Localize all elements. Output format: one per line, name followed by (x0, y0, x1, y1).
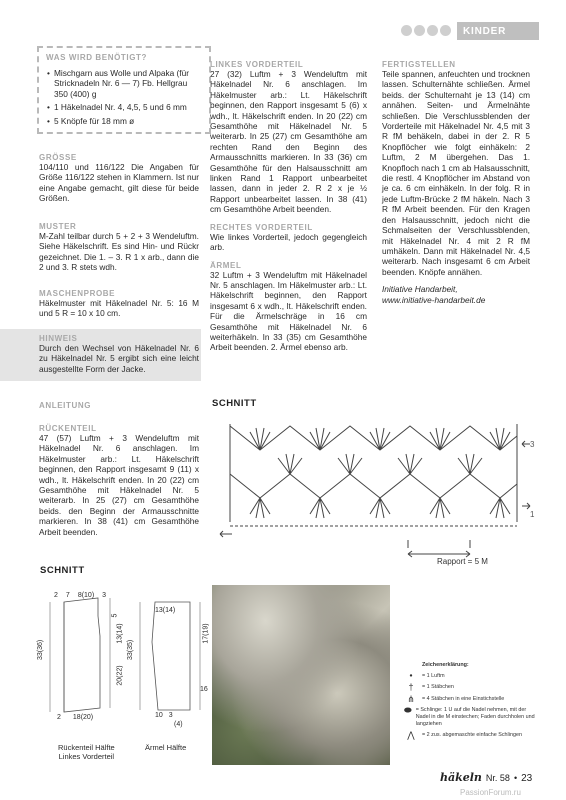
chart-fan-row (250, 498, 510, 518)
sleeve-left-dim: 33(35) (127, 639, 134, 660)
rechts-heading: RECHTES VORDERTEIL (210, 222, 313, 232)
aermel-heading: ÄRMEL (210, 260, 242, 270)
groesse-section (39, 153, 199, 204)
chart-row-number: 3 (530, 440, 535, 449)
arrow-icon (522, 441, 530, 447)
section-dots (401, 25, 451, 36)
links-heading: LINKES VORDERTEIL (210, 60, 304, 69)
back-piece-labels (58, 743, 115, 761)
hinweis-heading: HINWEIS (39, 334, 78, 343)
rapport-bracket (408, 540, 470, 548)
fertig-heading: FERTIGSTELLEN (382, 60, 456, 69)
materials-box (37, 46, 211, 134)
dot-4 (440, 25, 451, 36)
back-label: Linkes Vorderteil (58, 752, 115, 761)
cluster-loop-icon: ⋀ (407, 730, 415, 741)
chart-zigzag-row (230, 474, 517, 498)
section-label: KINDER (457, 22, 539, 40)
back-right-dim: 13(14) (116, 623, 124, 644)
ruecken-heading: RÜCKENTEIL (39, 424, 97, 433)
rechts-text: Wie linkes Vorderteil, jedoch gegengleich arb. (210, 231, 367, 253)
chart-fan-row (250, 428, 510, 450)
maschenprobe-section (39, 289, 199, 319)
anleitung-heading: ANLEITUNG (39, 401, 92, 410)
footer (440, 771, 532, 784)
legend (404, 662, 538, 739)
page-number: 23 (521, 773, 533, 784)
hinweis-text: Durch den Wechsel von Häkelnadel Nr. 6 zu Häkelnadel Nr. 5 ergibt sich eine leicht ausgestellte Form der Jacke. (39, 343, 199, 374)
schnitt-heading: SCHNITT (40, 565, 85, 576)
sleeve-right-dim: 16 (200, 686, 208, 693)
muster-text: M-Zahl teilbar durch 5 + 2 + 3 Wendeluftm. Siehe Häkelschrift. Es sind Hin- und Rückr gezeichnet. Die 1. – 3. R 1 x arb., dann die 2 und 3. R stets wdh. (39, 231, 199, 273)
materials-heading: WAS WIRD BENÖTIGT? (46, 53, 148, 62)
chart-fan-row (278, 454, 482, 474)
watermark: PassionForum.ru (460, 788, 521, 797)
column-2 (210, 60, 367, 353)
hinweis-box (0, 329, 201, 381)
groesse-heading: GRÖSSE (39, 153, 77, 162)
column-3 (382, 60, 530, 305)
loop-stitch-icon: ⬬ (404, 705, 412, 716)
legend-item: ⋔ = 4 Stäbchen in eine Einstichstelle (404, 696, 538, 703)
back-left-dim: 33(36) (37, 639, 44, 660)
materials-item: • Mischgarn aus Wolle und Alpaka (für Stricknadeln Nr. 6 — 7) Fb. Hellgrau 350 (400) g (54, 68, 202, 99)
back-bottom-dimensions (57, 714, 93, 721)
credit-url: www.initiative-handarbeit.de (382, 294, 486, 305)
sleeve-right-dim: 17(19) (202, 623, 210, 644)
issue-number: Nr. 58 (485, 773, 510, 783)
back-top-dim: 2 (54, 592, 58, 599)
back-bottom-dim: 2 (57, 714, 61, 721)
aermel-text: 32 Luftm + 3 Wendeluftm mit Häkelnadel Nr. 5 anschlagen. Im Häkelmuster arb.: Lt. Häkelschrift beginnen, den Rapport insgesamt 6 x wdh., lt. Häkelschrift enden. Für die Ärmelschräge in 16 cm Gesamthöhe mit Häkelnadel Nr. 6 weiterhäkeln. In 33 (35) cm Gesamthöhe Arbeit beenden. 2. Ärmel ebenso arb. (210, 269, 367, 353)
muster-section (39, 222, 199, 273)
chart-heading: SCHNITT (212, 398, 257, 409)
dot-3 (427, 25, 438, 36)
arrow-icon (220, 531, 232, 537)
legend-item: ⬬ = Schlinge: 1 U auf die Nadel nehmen, mit der Nadel in die M einstechen; Faden durchholen und langziehen (404, 705, 535, 727)
legend-item: † = 1 Stäbchen (404, 684, 538, 691)
crochet-chart (212, 414, 542, 574)
schnitt-diagram (40, 588, 210, 748)
footer-bullet: • (513, 773, 518, 783)
muster-heading: MUSTER (39, 222, 77, 231)
texture-photo (212, 585, 390, 765)
back-right-dim: 5 (111, 613, 119, 618)
chart-row-number: 1 (530, 510, 535, 519)
materials-list (46, 68, 202, 126)
fertig-text: Teile spannen, anfeuchten und trocknen lassen. Schulternähte schließen. Ärmel beids. der Schulternaht je 13 (14) cm annähen. Seiten- und Ärmelnähte schließen. Die Verschlussblenden der Vorderteile mit Häkelnadel Nr. 4,5 mit 3 R fM behäkeln, dabei in der 2. R 5 Knopflöcher wie folgt einhäkeln: 2 Luftm, 2 M übergehen. Das 1. Knopfloch nach 1 cm ab Halsausschnitt, die restl. 4 Knopflöcher im Abstand von je ca. 6 cm einhäkeln. In der folg. R in jede Luftm-Brücke 2 fM häkeln. Nach 3 R fM Arbeit beenden. Für den Kragen den Halsausschnitt, jedoch nicht die Schmalseiten der Verschlussblenden, mit Häkelnadel Nr. 4 mit 2 R fM umhäkeln. Dann mit Häkelnadel Nr. 4,5 weiterarb. Nach insgesamt 6 cm Arbeit beenden. Knöpfe annähen. (382, 69, 530, 277)
back-top-dimensions (54, 592, 106, 599)
dimension-lines (50, 598, 200, 712)
magazine-name: häkeln (440, 771, 482, 784)
sleeve-piece-outline (152, 602, 190, 710)
legend-title: Zeichenerklärung: (422, 662, 469, 668)
sleeve-top-dim: 13(14) (155, 607, 176, 614)
back-label: Rückenteil Hälfte (58, 743, 115, 752)
dot-2 (414, 25, 425, 36)
sleeve-bottom-dim: 3 (168, 712, 173, 719)
back-piece-outline (64, 598, 100, 712)
double-crochet-icon: † (408, 682, 414, 693)
fan-stitch-icon: ⋔ (407, 693, 415, 704)
legend-item: ⋀ = 2 zus. abgemaschte einfache Schlingen (404, 732, 538, 739)
dot-1 (401, 25, 412, 36)
back-right-dim: 20(22) (116, 665, 124, 686)
maschenprobe-heading: MASCHENPROBE (39, 289, 116, 298)
back-top-dim: 8(10) (77, 592, 95, 599)
sleeve-bottom-dimensions (155, 712, 173, 719)
maschenprobe-text: Häkelmuster mit Häkelnadel Nr. 5: 16 M und 5 R = 10 x 10 cm. (39, 298, 199, 319)
anleitung-section (39, 401, 199, 537)
sleeve-bottom-dim: 10 (155, 712, 163, 719)
sleeve-bottom-dim: (4) (174, 721, 183, 728)
links-text: 27 (32) Luftm + 3 Wendeluftm mit Häkelnadel Nr. 6 anschlagen. Im Häkelmuster arb.: Lt. Häkelschrift beginnen, den Rapport insgesamt 5 (6) x wdh., lt. Häkelschrift enden. In 20 (22) cm Gesamthöhe mit Häkelnadel Nr. 5 weiterarb. In 25 (27) cm Gesamthöhe am rechten Rand den Beginn des Armausschnitts markieren. In 33 (36) cm Gesamthöhe für den Halsausschnitt am linken Rand 1 Rapport unbearbeitet lassen, dann in jeder 2. R 2 x je ½ Rapport unbearbeitet lassen. In 38 (41) cm Gesamthöhe Arbeit beenden. (210, 69, 367, 215)
legend-item: ● = 1 Luftm (404, 673, 538, 680)
ruecken-text: 47 (57) Luftm + 3 Wendeluftm mit Häkelnadel Nr. 6 anschlagen. Im Häkelmuster arb.: Lt. Häkelschrift beginnen, den Rapport insgesamt 9 (11) x wdh., lt. Häkelschrift enden. In 20 (22) cm Gesamthöhe mit Häkelnadel Nr. 5 weiterarb. In 25 (27) cm Gesamthöhe beids. den Beginn der Armausschnitte markieren. In 38 (41) cm Gesamthöhe Arbeit beenden. (39, 433, 199, 537)
back-top-dim: 7 (65, 592, 70, 599)
back-bottom-dim: 18(20) (72, 714, 94, 721)
arrow-icon (522, 503, 530, 509)
groesse-text: 104/110 und 116/122 Die Angaben für Größe 116/122 stehen in Klammern. Ist nur eine Angabe gemacht, gilt diese für beide Größen. (39, 162, 199, 204)
rapport-label: Rapport = 5 M (437, 557, 488, 566)
back-top-dim: 3 (102, 592, 107, 599)
sleeve-label: Ärmel Hälfte (145, 743, 187, 752)
chain-stitch-icon: ● (409, 672, 413, 679)
materials-item: • 5 Knöpfe für 18 mm ø (54, 116, 202, 126)
materials-item: • 1 Häkelnadel Nr. 4, 4,5, 5 und 6 mm (54, 102, 202, 112)
credit-name: Initiative Handarbeit, (382, 284, 458, 295)
